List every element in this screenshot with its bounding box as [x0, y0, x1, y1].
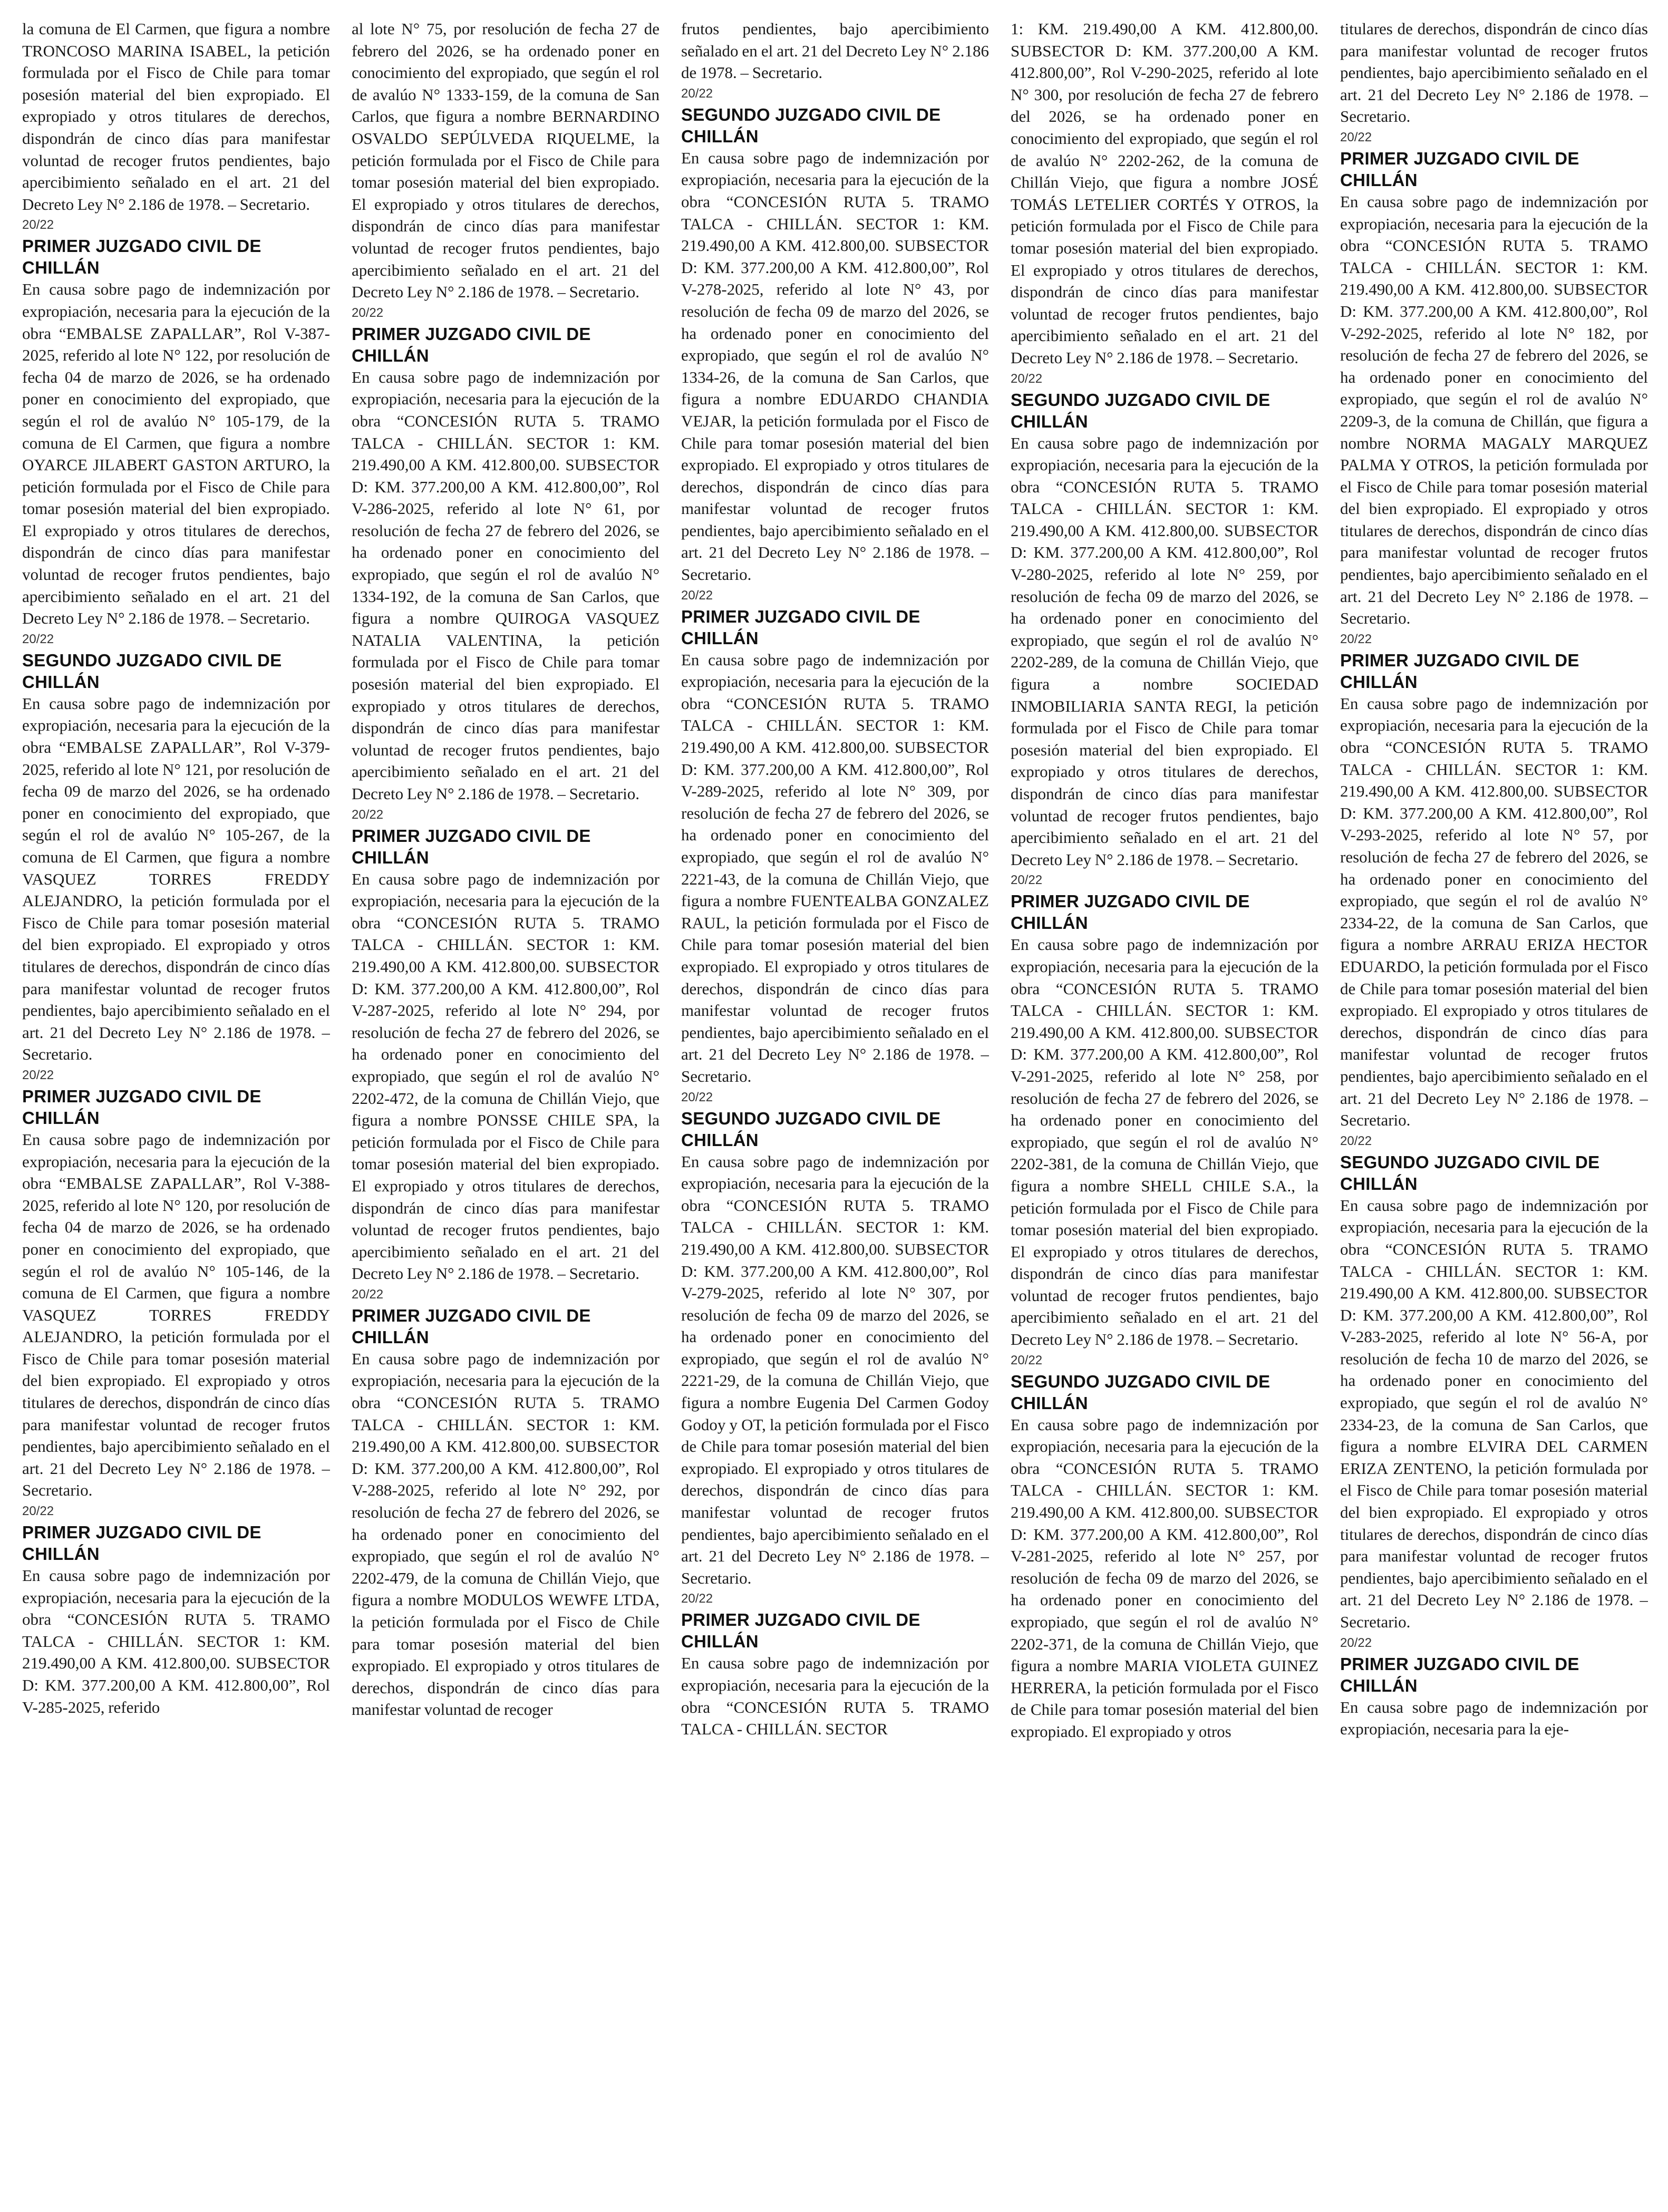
notice-body: En causa sobre pago de indemnización por expropiación, necesaria para la ejecución de la obra “CONCESIÓN RUTA 5. TRAMO TALCA - CHILLÁN. SECTOR 1: KM. 219.490,00 A KM. 412.800,00. SUBSECTOR D: KM. 377.200,00 A KM. 412.800,00”, Rol V-287-2025, referido al lote N° 294, por resolución de fecha 27 de febrero del 2026, se ha ordenado poner en conocimiento del expropiado, que según el rol de avalúo N° 2202-472, de la comuna de Chillán Viejo, que figura a nombre PONSSE CHILE SPA, la petición formulada por el Fisco de Chile para tomar posesión material del bien expropiado. El expropiado y otros titulares de derechos, dispondrán de cinco días para manifestar voluntad de recoger frutos pendientes, bajo apercibimiento señalado en el art. 21 del Decreto Ley N° 2.186 de 1978. – Secretario. [352, 869, 660, 1283]
notice-code: 20/22 [1340, 632, 1372, 646]
notice-body: frutos pendientes, bajo apercibimiento señalado en el art. 21 del Decreto Ley N° 2.186 de 1978. – Secretario. [681, 20, 989, 82]
notice-heading: PRIMER JUZGADO CIVIL DE CHILLÁN [352, 826, 591, 867]
notice-body: En causa sobre pago de indemnización por expropiación, necesaria para la ejecución de la obra “CONCESIÓN RUTA 5. TRAMO TALCA - CHILLÁN. SECTOR 1: KM. 219.490,00 A KM. 412.800,00. SUBSECTOR D: KM. 377.200,00 A KM. 412.800,00”, Rol V-281-2025, referido al lote N° 257, por resolución de fecha 09 de marzo del 2026, se ha ordenado poner en conocimiento del expropiado, que según el rol de avalúo N° 2202-371, de la comuna de Chillán Viejo, que figura a nombre MARIA VIOLETA GUINEZ HERRERA, la petición formulada por el Fisco de Chile para tomar posesión material del bien expropiado. El expropiado y otros [1011, 1415, 1318, 1741]
notice-body: la comuna de El Carmen, que figura a nombre TRONCOSO MARINA ISABEL, la petición formulada por el Fisco de Chile para tomar posesión material del bien expropiado. El expropiado y otros titulares de derechos, dispondrán de cinco días para manifestar voluntad de recoger frutos pendientes, bajo apercibimiento señalado en el art. 21 del Decreto Ley N° 2.186 de 1978. – Secretario. [22, 20, 330, 214]
notice-heading: SEGUNDO JUZGADO CIVIL DE CHILLÁN [22, 650, 282, 692]
notice-heading: PRIMER JUZGADO CIVIL DE CHILLÁN [352, 1305, 591, 1347]
notice-code: 20/22 [352, 807, 384, 822]
notice-heading: SEGUNDO JUZGADO CIVIL DE CHILLÁN [1340, 1152, 1600, 1194]
notice-code: 20/22 [22, 1504, 54, 1519]
notice-code: 20/22 [1340, 1635, 1372, 1650]
notice-body: En causa sobre pago de indemnización por expropiación, necesaria para la ejecución de la obra “EMBALSE ZAPALLAR”, Rol V-379-2025, referido al lote N° 121, por resolución de fecha 09 de marzo del 2026, se ha ordenado poner en conocimiento del expropiado, que según el rol de avalúo N° 105-267, de la comuna de El Carmen, que figura a nombre VASQUEZ TORRES FREDDY ALEJANDRO, la petición formulada por el Fisco de Chile para tomar posesión material del bien expropiado. El expropiado y otros titulares de derechos, dispondrán de cinco días para manifestar voluntad de recoger frutos pendientes, bajo apercibimiento señalado en el art. 21 del Decreto Ley N° 2.186 de 1978. – Secretario. [22, 694, 330, 1064]
notice-body: En causa sobre pago de indemnización por expropiación, necesaria para la ejecución de la obra “EMBALSE ZAPALLAR”, Rol V-388-2025, referido al lote N° 120, por resolución de fecha 04 de marzo de 2026, se ha ordenado poner en conocimiento del expropiado, que según el rol de avalúo N° 105-146, de la comuna de El Carmen, que figura a nombre VASQUEZ TORRES FREDDY ALEJANDRO, la petición formulada por el Fisco de Chile para tomar posesión material del bien expropiado. El expropiado y otros titulares de derechos, dispondrán de cinco días para manifestar voluntad de recoger frutos pendientes, bajo apercibimiento señalado en el art. 21 del Decreto Ley N° 2.186 de 1978. – Secretario. [22, 1130, 330, 1500]
notice-body: En causa sobre pago de indemnización por expropiación, necesaria para la ejecución de la obra “CONCESIÓN RUTA 5. TRAMO TALCA - CHILLÁN. SECTOR 1: KM. 219.490,00 A KM. 412.800,00. SUBSECTOR D: KM. 377.200,00 A KM. 412.800,00”, Rol V-280-2025, referido al lote N° 259, por resolución de fecha 09 de marzo del 2026, se ha ordenado poner en conocimiento del expropiado, que según el rol de avalúo N° 2202-289, de la comuna de Chillán Viejo, que figura a nombre SOCIEDAD INMOBILIARIA SANTA REGI, la petición formulada por el Fisco de Chile para tomar posesión material del bien expropiado. El expropiado y otros titulares de derechos, dispondrán de cinco días para manifestar voluntad de recoger frutos pendientes, bajo apercibimiento señalado en el art. 21 del Decreto Ley N° 2.186 de 1978. – Secretario. [1011, 433, 1318, 869]
column-4 [1011, 18, 1318, 2212]
notice-body: En causa sobre pago de indemnización por expropiación, necesaria para la ejecución de la obra “CONCESIÓN RUTA 5. TRAMO TALCA - CHILLÁN. SECTOR 1: KM. 219.490,00 A KM. 412.800,00. SUBSECTOR D: KM. 377.200,00 A KM. 412.800,00”, Rol V-292-2025, referido al lote N° 182, por resolución de fecha 27 de febrero del 2026, se ha ordenado poner en conocimiento del expropiado, que según el rol de avalúo N° 2209-3, de la comuna de Chillán, que figura a nombre NORMA MAGALY MARQUEZ PALMA Y OTROS, la petición formulada por el Fisco de Chile para tomar posesión material del bien expropiado. El expropiado y otros titulares de derechos, dispondrán de cinco días para manifestar voluntad de recoger frutos pendientes, bajo apercibimiento señalado en el art. 21 del Decreto Ley N° 2.186 de 1978. – Secretario. [1340, 192, 1648, 628]
notice-code: 20/22 [22, 1068, 54, 1082]
notice-heading: PRIMER JUZGADO CIVIL DE CHILLÁN [1011, 891, 1250, 933]
notice-heading: SEGUNDO JUZGADO CIVIL DE CHILLÁN [1011, 1371, 1271, 1413]
notice-heading: PRIMER JUZGADO CIVIL DE CHILLÁN [1340, 148, 1579, 190]
notice-heading: PRIMER JUZGADO CIVIL DE CHILLÁN [681, 1610, 920, 1652]
notice-body: En causa sobre pago de indemnización por expropiación, necesaria para la ejecución de la obra “CONCESIÓN RUTA 5. TRAMO TALCA - CHILLÁN. SECTOR 1: KM. 219.490,00 A KM. 412.800,00. SUBSECTOR D: KM. 377.200,00 A KM. 412.800,00”, Rol V-283-2025, referido al lote N° 56-A, por resolución de fecha 10 de marzo del 2026, se ha ordenado poner en conocimiento del expropiado, que según el rol de avalúo N° 2334-23, de la comuna de San Carlos, que figura a nombre ELVIRA DEL CARMEN ERIZA ZENTENO, la petición formulada por el Fisco de Chile para tomar posesión material del bien expropiado. El expropiado y otros titulares de derechos, dispondrán de cinco días para manifestar voluntad de recoger frutos pendientes, bajo apercibimiento señalado en el art. 21 del Decreto Ley N° 2.186 de 1978. – Secretario. [1340, 1196, 1648, 1631]
notice-body: En causa sobre pago de indemnización por expropiación, necesaria para la ejecución de la obra “CONCESIÓN RUTA 5. TRAMO TALCA - CHILLÁN. SECTOR 1: KM. 219.490,00 A KM. 412.800,00. SUBSECTOR D: KM. 377.200,00 A KM. 412.800,00”, Rol V-288-2025, referido al lote N° 292, por resolución de fecha 27 de febrero del 2026, se ha ordenado poner en conocimiento del expropiado, que según el rol de avalúo N° 2202-479, de la comuna de Chillán Viejo, que figura a nombre MODULOS WEWFE LTDA, la petición formulada por el Fisco de Chile para tomar posesión material del bien expropiado. El expropiado y otros titulares de derechos, dispondrán de cinco días para manifestar voluntad de recoger [352, 1349, 660, 1719]
notice-code: 20/22 [22, 218, 54, 232]
notice-body: al lote N° 75, por resolución de fecha 27 de febrero del 2026, se ha ordenado poner en conocimiento del expropiado, que según el rol de avalúo N° 1333-159, de la comuna de San Carlos, que figura a nombre BERNARDINO OSVALDO SEPÚLVEDA RIQUELME, la petición formulada por el Fisco de Chile para tomar posesión material del bien expropiado. El expropiado y otros titulares de derechos, dispondrán de cinco días para manifestar voluntad de recoger frutos pendientes, bajo apercibimiento señalado en el art. 21 del Decreto Ley N° 2.186 de 1978. – Secretario. [352, 20, 660, 302]
notice-heading: PRIMER JUZGADO CIVIL DE CHILLÁN [22, 1086, 261, 1128]
notice-code: 20/22 [1340, 1133, 1372, 1148]
notice-body: En causa sobre pago de indemnización por expropiación, necesaria para la ejecución de la obra “CONCESIÓN RUTA 5. TRAMO TALCA - CHILLÁN. SECTOR 1: KM. 219.490,00 A KM. 412.800,00. SUBSECTOR D: KM. 377.200,00 A KM. 412.800,00”, Rol V-286-2025, referido al lote N° 61, por resolución de fecha 27 de febrero del 2026, se ha ordenado poner en conocimiento del expropiado, que según el rol de avalúo N° 1334-192, de la comuna de San Carlos, que figura a nombre QUIROGA VASQUEZ NATALIA VALENTINA, la petición formulada por el Fisco de Chile para tomar posesión material del bien expropiado. El expropiado y otros titulares de derechos, dispondrán de cinco días para manifestar voluntad de recoger frutos pendientes, bajo apercibimiento señalado en el art. 21 del Decreto Ley N° 2.186 de 1978. – Secretario. [352, 367, 660, 803]
notice-body: En causa sobre pago de indemnización por expropiación, necesaria para la ejecución de la obra “CONCESIÓN RUTA 5. TRAMO TALCA - CHILLÁN. SECTOR 1: KM. 219.490,00 A KM. 412.800,00. SUBSECTOR D: KM. 377.200,00 A KM. 412.800,00”, Rol V-278-2025, referido al lote N° 43, por resolución de fecha 09 de marzo del 2026, se ha ordenado poner en conocimiento del expropiado, que según el rol de avalúo N° 1334-26, de la comuna de San Carlos, que figura a nombre EDUARDO CHANDIA VEJAR, la petición formulada por el Fisco de Chile para tomar posesión material del bien expropiado. El expropiado y otros titulares de derechos, dispondrán de cinco días para manifestar voluntad de recoger frutos pendientes, bajo apercibimiento señalado en el art. 21 del Decreto Ley N° 2.186 de 1978. – Secretario. [681, 148, 989, 584]
notice-heading: PRIMER JUZGADO CIVIL DE CHILLÁN [352, 324, 591, 365]
notice-code: 20/22 [681, 1592, 713, 1606]
notice-body: En causa sobre pago de indemnización por expropiación, necesaria para la ejecución de la obra “EMBALSE ZAPALLAR”, Rol V-387-2025, referido al lote N° 122, por resolución de fecha 04 de marzo de 2026, se ha ordenado poner en conocimiento del expropiado, que según el rol de avalúo N° 105-179, de la comuna de El Carmen, que figura a nombre OYARCE JILABERT GASTON ARTURO, la petición formulada por el Fisco de Chile para tomar posesión material del bien expropiado. El expropiado y otros titulares de derechos, dispondrán de cinco días para manifestar voluntad de recoger frutos pendientes, bajo apercibimiento señalado en el art. 21 del Decreto Ley N° 2.186 de 1978. – Secretario. [22, 280, 330, 628]
notice-body: En causa sobre pago de indemnización por expropiación, necesaria para la eje- [1340, 1697, 1648, 1739]
notice-body: En causa sobre pago de indemnización por expropiación, necesaria para la ejecución de la obra “CONCESIÓN RUTA 5. TRAMO TALCA - CHILLÁN. SECTOR 1: KM. 219.490,00 A KM. 412.800,00. SUBSECTOR D: KM. 377.200,00 A KM. 412.800,00”, Rol V-289-2025, referido al lote N° 309, por resolución de fecha 27 de febrero del 2026, se ha ordenado poner en conocimiento del expropiado, que según el rol de avalúo N° 2221-43, de la comuna de Chillán Viejo, que figura a nombre FUENTEALBA GONZALEZ RAUL, la petición formulada por el Fisco de Chile para tomar posesión material del bien expropiado. El expropiado y otros titulares de derechos, dispondrán de cinco días para manifestar voluntad de recoger frutos pendientes, bajo apercibimiento señalado en el art. 21 del Decreto Ley N° 2.186 de 1978. – Secretario. [681, 650, 989, 1085]
notice-body: En causa sobre pago de indemnización por expropiación, necesaria para la ejecución de la obra “CONCESIÓN RUTA 5. TRAMO TALCA - CHILLÁN. SECTOR 1: KM. 219.490,00 A KM. 412.800,00. SUBSECTOR D: KM. 377.200,00 A KM. 412.800,00”, Rol V-285-2025, referido [22, 1566, 330, 1716]
notice-heading: SEGUNDO JUZGADO CIVIL DE CHILLÁN [1011, 390, 1271, 431]
notice-body: En causa sobre pago de indemnización por expropiación, necesaria para la ejecución de la obra “CONCESIÓN RUTA 5. TRAMO TALCA - CHILLÁN. SECTOR [681, 1654, 989, 1739]
notice-code: 20/22 [352, 1287, 384, 1302]
notice-body: titulares de derechos, dispondrán de cinco días para manifestar voluntad de recoger frutos pendientes, bajo apercibimiento señalado en el art. 21 del Decreto Ley N° 2.186 de 1978. – Secretario. [1340, 20, 1648, 126]
notice-heading: PRIMER JUZGADO CIVIL DE CHILLÁN [1340, 650, 1579, 692]
notice-code: 20/22 [1011, 371, 1043, 386]
notice-heading: PRIMER JUZGADO CIVIL DE CHILLÁN [22, 236, 261, 278]
notice-heading: PRIMER JUZGADO CIVIL DE CHILLÁN [1340, 1654, 1579, 1695]
notice-heading: PRIMER JUZGADO CIVIL DE CHILLÁN [22, 1522, 261, 1564]
column-3 [681, 18, 989, 2212]
notice-code: 20/22 [681, 86, 713, 101]
notice-body: 1: KM. 219.490,00 A KM. 412.800,00. SUBSECTOR D: KM. 377.200,00 A KM. 412.800,00”, Rol V-290-2025, referido al lote N° 300, por resolución de fecha 27 de febrero del 2026, se ha ordenado poner en conocimiento del expropiado, que según el rol de avalúo N° 2202-262, de la comuna de Chillán Viejo, que figura a nombre JOSÉ TOMÁS LETELIER CORTÉS Y OTROS, la petición formulada por el Fisco de Chile para tomar posesión material del bien expropiado. El expropiado y otros titulares de derechos, dispondrán de cinco días para manifestar voluntad de recoger frutos pendientes, bajo apercibimiento señalado en el art. 21 del Decreto Ley N° 2.186 de 1978. – Secretario. [1011, 20, 1318, 367]
notice-heading: SEGUNDO JUZGADO CIVIL DE CHILLÁN [681, 1108, 941, 1150]
notice-code: 20/22 [352, 305, 384, 320]
notice-code: 20/22 [681, 588, 713, 603]
column-1 [22, 18, 330, 2212]
notice-code: 20/22 [1340, 130, 1372, 144]
notice-code: 20/22 [1011, 1353, 1043, 1367]
notice-body: En causa sobre pago de indemnización por expropiación, necesaria para la ejecución de la obra “CONCESIÓN RUTA 5. TRAMO TALCA - CHILLÁN. SECTOR 1: KM. 219.490,00 A KM. 412.800,00. SUBSECTOR D: KM. 377.200,00 A KM. 412.800,00”, Rol V-291-2025, referido al lote N° 258, por resolución de fecha 27 de febrero del 2026, se ha ordenado poner en conocimiento del expropiado, que según el rol de avalúo N° 2202-381, de la comuna de Chillán Viejo, que figura a nombre SHELL CHILE S.A., la petición formulada por el Fisco de Chile para tomar posesión material del bien expropiado. El expropiado y otros titulares de derechos, dispondrán de cinco días para manifestar voluntad de recoger frutos pendientes, bajo apercibimiento señalado en el art. 21 del Decreto Ley N° 2.186 de 1978. – Secretario. [1011, 935, 1318, 1349]
notice-code: 20/22 [681, 1090, 713, 1104]
notice-code: 20/22 [1011, 873, 1043, 888]
notice-body: En causa sobre pago de indemnización por expropiación, necesaria para la ejecución de la obra “CONCESIÓN RUTA 5. TRAMO TALCA - CHILLÁN. SECTOR 1: KM. 219.490,00 A KM. 412.800,00. SUBSECTOR D: KM. 377.200,00 A KM. 412.800,00”, Rol V-279-2025, referido al lote N° 307, por resolución de fecha 09 de marzo del 2026, se ha ordenado poner en conocimiento del expropiado, que según el rol de avalúo N° 2221-29, de la comuna de Chillán Viejo, que figura a nombre Eugenia Del Carmen Godoy Godoy y OT, la petición formulada por el Fisco de Chile para tomar posesión material del bien expropiado. El expropiado y otros titulares de derechos, dispondrán de cinco días para manifestar voluntad de recoger frutos pendientes, bajo apercibimiento señalado en el art. 21 del Decreto Ley N° 2.186 de 1978. – Secretario. [681, 1152, 989, 1587]
notice-body: En causa sobre pago de indemnización por expropiación, necesaria para la ejecución de la obra “CONCESIÓN RUTA 5. TRAMO TALCA - CHILLÁN. SECTOR 1: KM. 219.490,00 A KM. 412.800,00. SUBSECTOR D: KM. 377.200,00 A KM. 412.800,00”, Rol V-293-2025, referido al lote N° 57, por resolución de fecha 27 de febrero del 2026, se ha ordenado poner en conocimiento del expropiado, que según el rol de avalúo N° 2334-22, de la comuna de San Carlos, que figura a nombre ARRAU ERIZA HECTOR EDUARDO, la petición formulada por el Fisco de Chile para tomar posesión material del bien expropiado. El expropiado y otros titulares de derechos, dispondrán de cinco días para manifestar voluntad de recoger frutos pendientes, bajo apercibimiento señalado en el art. 21 del Decreto Ley N° 2.186 de 1978. – Secretario. [1340, 694, 1648, 1130]
column-2 [352, 18, 660, 2212]
notice-heading: PRIMER JUZGADO CIVIL DE CHILLÁN [681, 606, 920, 648]
notice-code: 20/22 [22, 632, 54, 646]
column-5 [1340, 18, 1648, 2212]
notice-heading: SEGUNDO JUZGADO CIVIL DE CHILLÁN [681, 104, 941, 146]
